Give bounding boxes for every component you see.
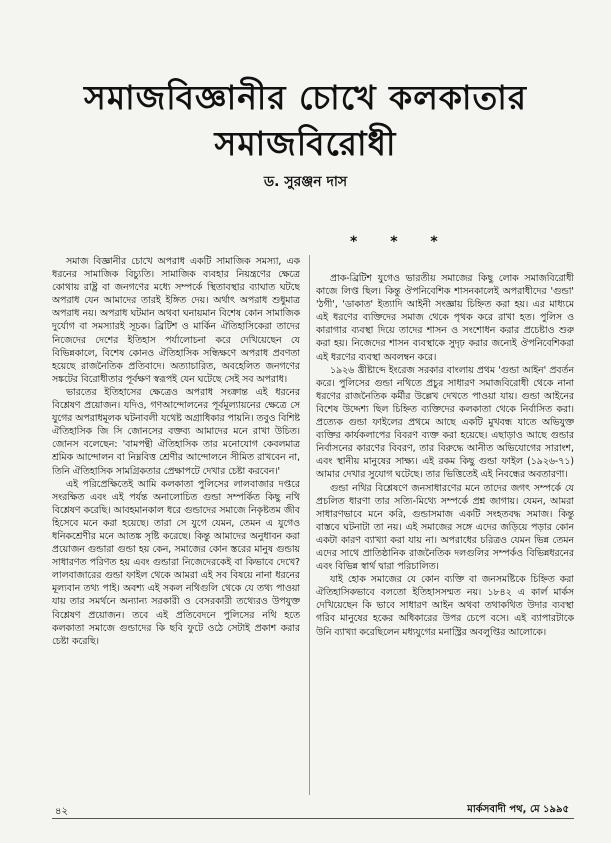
article-title-line-2: সমাজবিরোধী [214, 124, 397, 163]
left-column [52, 255, 300, 803]
page-number: ৪২ [55, 806, 68, 817]
paragraph: এই পরিপ্রেক্ষিতেই আমি কলকাতা পুলিসের লালবাজার দপ্তরে সংরক্ষিত এবং এই পর্যন্ত অনালোচিত গুন্ডা সম্পর্কিত কিছু নথি বিশ্লেষণ করেছি। আবহমানকাল ধরে গুন্ডাদের সমাজে নিকৃষ্টতম জীব হিসেবে মনে করা হয়েছে। তারা সে যুগে যেমন, তেমন এ যুগেও ধনিকশ্রেণীর মনে আতঙ্ক সৃষ্টি করেছে। কিন্তু আমাদের অনুধাবন করা প্রয়োজন গুন্ডারা গুন্ডা হয় কেন, সমাজের কোন স্তরের মানুষ গুন্ডায় সাধারণত পরিণত হয় এবং গুন্ডারা নিজেদেরকেই বা কিভাবে দেখে? লালবাজারের গুন্ডা ফাইল থেকে আমরা এই সব বিষয়ে নানা ধরনের মূল্যবান তথ্য পাই। অবশ্য এই সকল নথিগুলি থেকে যে তথ্য পাওয়া যায় তার সমর্থনে অন্যান্য সরকারী ও বেসরকারী তথ্যেরও উপযুক্ত বিশ্লেষণ প্রয়োজন। তবে এই প্রতিবেদনে পুলিসের নথি হতে কলকাতা সমাজে গুন্ডাদের কি ছবি ফুটে ওঠে সেটাই প্রকাশ করার চেষ্টা করেছি। [52, 478, 300, 647]
paragraph: যাই হোক সমাজের যে কোন ব্যক্তি বা জনসমষ্টিকে চিহ্নিত করা ঐতিহাসিকভাবে বলতো ইতিহাসসম্মত নয়। ১৮৪২ এ কার্ল মার্কস দেখিয়েছেন কি ভাবে সাধারণ আইন অথবা তথাকথিত উদার ব্যবস্থা গরিব মানুষের হকের অধিকারের উপর চেপে বসে। এই ব্যাপারটাকে উনি ব্যাখ্যা করেছিলেন মধ্যযুগের মনাস্ট্রির অবলুপ্তির আলোকে। [316, 574, 574, 638]
article-title-line-1: সমাজবিজ্ঞানীর চোখে কলকাতার [84, 78, 527, 117]
article-author: ড. সুরঞ্জন দাস [263, 174, 348, 190]
footer-rule [52, 818, 574, 819]
paragraph: ১৯২৬ খ্রীষ্টাব্দে ইংরেজ সরকার বাংলায় প্রথম 'গুন্ডা আইন' প্রবর্তন করে। পুলিসের গুন্ডা নথিতে প্রচুর সাধারণ সমাজবিরোধী থেকে নানা ধরণের রাজনৈতিক কর্মীর উল্লেখ দেখতে পাওয়া যায়। গুন্ডা আইনের বিশেষ উদ্দেশ্য ছিল চিহ্নিত ব্যক্তিদের কলকাতা থেকে নির্বাসিত করা। প্রত্যেক গুন্ডা ফাইলের প্রথমে আছে একটি মুখবন্ধ যাতে অভিযুক্ত ব্যক্তির কার্যকলাপের বিবরণ ব্যক্ত করা হয়েছে। এছাড়াও আছে গুন্ডার নির্বাসনের কারণের বিবরণ, তার বিরুদ্ধে আনীত অভিযোগের সারাংশ, এবং স্থানীয় মানুষের সাক্ষ্য। এই রকম কিছু গুন্ডা ফাইল (১৯২৬-৭১) আমার দেখার সুযোগ ঘটেছে। তার ভিত্তিতেই এই নিবন্ধের অবতারণা। [316, 364, 574, 481]
paragraph: সমাজ বিজ্ঞানীর চোখে অপরাধ একটি সামাজিক সমস্যা, এক ধরনের সামাজিক বিচ্যুতি। সামাজিক ব্যবহার নিয়ন্ত্রণের ক্ষেত্রে কোথায় রাষ্ট্র বা জনগণের মধ্যে সম্পর্কে স্থিতাবস্থার ব্যাঘাত ঘটছে অপরাধ যেন আমাদের তারই ইঙ্গিত দেয়। অর্থাৎ অপরাধ শুধুমাত্র অপরাধ নয়। অপরাধ ঘটমান অথবা ঘনায়মান বিশেষ কোন সামাজিক দুর্যোগ বা সমস্যারই সূচক। ব্রিটিশ ও মার্কিন ঐতিহাসিকেরা তাদের নিজেদের দেশের ইতিহাস পর্যালোচনা করে দেখিয়েছেন যে বিভিন্নকালে, বিশেষ কোনও ঐতিহাসিক সন্ধিক্ষণে অপরাধ প্রবণতা হয়েছে রাজনৈতিক প্রতিবাদে। অত্যাচারিত, অবহেলিত জনগণের সঙ্কটের বিরোধীতার পূর্বক্ষণ স্বরূপই যেন ঘটেছে সেই সব অপরাধ। [52, 256, 300, 385]
paragraph: প্রাক-ব্রিটিশ যুগেও ভারতীয় সমাজের কিছু লোক সমাজবিরোধী কাজে লিপ্ত ছিল। কিন্তু ঔপনিবেশিক শাসনকালেই অপরাধীদের 'গুন্ডা' 'ঠগী', 'ডাকাত' ইত্যাদি আইনী সংজ্ঞায় চিহ্নিত করা হয়। এর মাধ্যমে এই ধরণের ব্যক্তিদের সমাজ থেকে পৃথক করে রাখা হত। পুলিস ও কারাগার ব্যবস্থা দিয়ে তাদের শাসন ও সংশোধন করার প্রচেষ্টাও শুরু করা হয়। নিজেদের শাসন ব্যবস্থাকে সুদৃঢ় করার জন্যেই ঔপনিবেশিকরা এই ধরণের ব্যবস্থা অবলম্বন করে। [316, 273, 574, 363]
paragraph: ভারতের ইতিহাসের ক্ষেত্রেও অপরাধ সংক্রান্ত এই ধরনের বিশ্লেষণ প্রয়োজন। যদিও, গণআন্দোলনের পূর্বমূল্যায়নের ক্ষেত্রে সে যুগের অপরাধমূলক ঘটনাবলী যথেষ্ট অগ্রাধিকার পায়নি। তবুও বিশিষ্ট ঐতিহাসিক জি সি জোনসের বক্তব্য আমাদের মনে রাখা উচিত। জোনস বলেছেন: 'বামপন্থী ঐতিহাসিক তার মনোযোগ কেবলমাত্র শ্রমিক আন্দোলন বা নিম্নবিত্ত শ্রেণীর আন্দোলনে সীমিত রাখবেন না, তিনি ঐতিহাসিক সামগ্রিকতার প্রেক্ষাপটে দেখার চেষ্টা করবেন।' [52, 386, 300, 477]
publication-info: মার্কসবাদী পথ, মে ১৯৯৫ [467, 804, 569, 815]
section-separator: * * * [350, 234, 452, 250]
column-divider [309, 255, 310, 795]
paragraph: গুন্ডা নথির বিশ্লেষণে জনসাধারণের মনে তাদের জগৎ সম্পর্কে যে প্রচলিত ধারণা তার সত্যি-মিথ্যে সম্পর্কে প্রশ্ন জাগায়। যেমন, আমরা সাধারণভাবে মনে করি, গুন্ডাসমাজ একটি সংহতবদ্ধ সমাজ। কিন্তু বাস্তবে ঘটনাটা তা নয়। এই সমাজের সঙ্গে এদের জড়িয়ে পড়ার কোন একটা কারণ ব্যাখ্যা করা যায় না। অপরাধের চরিত্রও যেমন ভিন্ন তেমন এদের সাথে প্রাতিষ্ঠানিক রাজনৈতিক দলগুলির সম্পর্কও বিভিন্নধরনের এবং বিভিন্ন স্বার্থ দ্বারা পরিচালিত। [316, 482, 574, 573]
right-column [316, 272, 574, 820]
